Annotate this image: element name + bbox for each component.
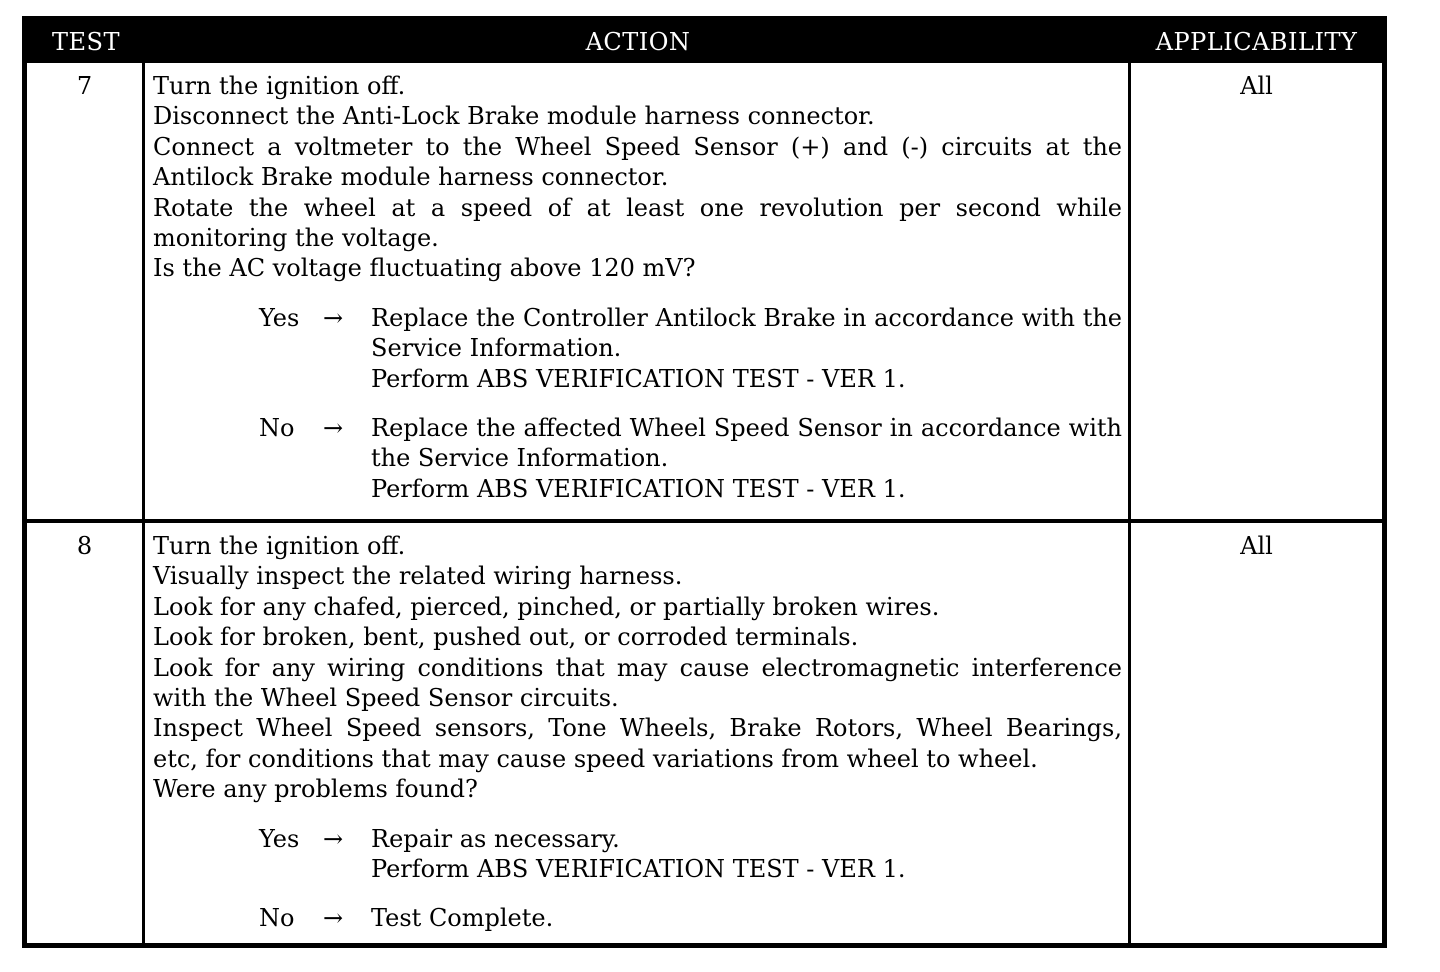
right-arrow-icon: → (323, 303, 344, 332)
test-number: 7 (27, 63, 145, 519)
action-step: Inspect Wheel Speed sensors, Tone Wheels, Brake Rotors, Wheel Bearings, etc, for conditions that may cause speed variations from wheel to wheel. (153, 714, 1122, 773)
outcome-line: Replace the affected Wheel Speed Sensor in accordance with the Service Information. (371, 414, 1122, 473)
outcome-label: Yes (259, 303, 300, 332)
outcome-no (153, 903, 1122, 933)
outcome-line: Replace the Controller Antilock Brake in accordance with the Service Information. (371, 303, 1122, 363)
outcome-label: Yes (259, 824, 300, 853)
outcome-instructions (371, 824, 1122, 885)
action-step: Look for broken, bent, pushed out, or corroded terminals. (153, 623, 859, 652)
header-action: ACTION (585, 28, 691, 56)
applicability-value: All (1240, 72, 1273, 100)
action-step: Turn the ignition off. (153, 532, 406, 560)
outcome-line: Perform ABS VERIFICATION TEST - VER 1. (371, 474, 906, 503)
outcome-line: Repair as necessary. (371, 824, 620, 853)
action-step: Look for any chafed, pierced, pinched, or partially broken wires. (153, 592, 940, 621)
applicability-value: All (1240, 532, 1273, 560)
action-cell (145, 63, 1131, 519)
outcome-no (153, 413, 1122, 504)
outcome-instructions (371, 413, 1122, 504)
outcome-instructions (371, 303, 1122, 394)
action-cell (145, 523, 1131, 943)
action-step: Rotate the wheel at a speed of at least one revolution per second while monitoring the voltage. (153, 193, 1122, 253)
outcome-instructions (371, 903, 1122, 933)
outcome-line: Perform ABS VERIFICATION TEST - VER 1. (371, 855, 906, 884)
action-question: Is the AC voltage fluctuating above 120 mV? (153, 254, 696, 283)
action-step: Look for any wiring conditions that may cause electromagnetic interference with the Wheel Speed Sensor circuits. (153, 653, 1122, 713)
outcome-line: Test Complete. (371, 904, 554, 933)
outcome-yes (153, 824, 1122, 885)
table-row (27, 63, 1382, 519)
outcome-line: Perform ABS VERIFICATION TEST - VER 1. (371, 364, 906, 393)
outcome-label: No (259, 904, 295, 933)
table-row (27, 519, 1382, 943)
action-question: Were any problems found? (153, 775, 478, 804)
outcome-label: No (259, 414, 295, 443)
action-step: Turn the ignition off. (153, 72, 406, 100)
table-header (27, 21, 1382, 63)
action-step: Disconnect the Anti-Lock Brake module harness connector. (153, 102, 875, 131)
action-step: Visually inspect the related wiring harness. (153, 562, 683, 591)
header-test: TEST (52, 28, 120, 56)
outcome-yes (153, 303, 1122, 394)
right-arrow-icon: → (323, 824, 344, 853)
diagnostic-table (22, 16, 1387, 948)
right-arrow-icon: → (323, 414, 344, 443)
action-step: Connect a voltmeter to the Wheel Speed Sensor (+) and (-) circuits at the Antilock Brake module harness connector. (153, 132, 1122, 192)
test-number: 8 (27, 523, 145, 943)
right-arrow-icon: → (323, 904, 344, 933)
header-applicability: APPLICABILITY (1155, 28, 1358, 56)
